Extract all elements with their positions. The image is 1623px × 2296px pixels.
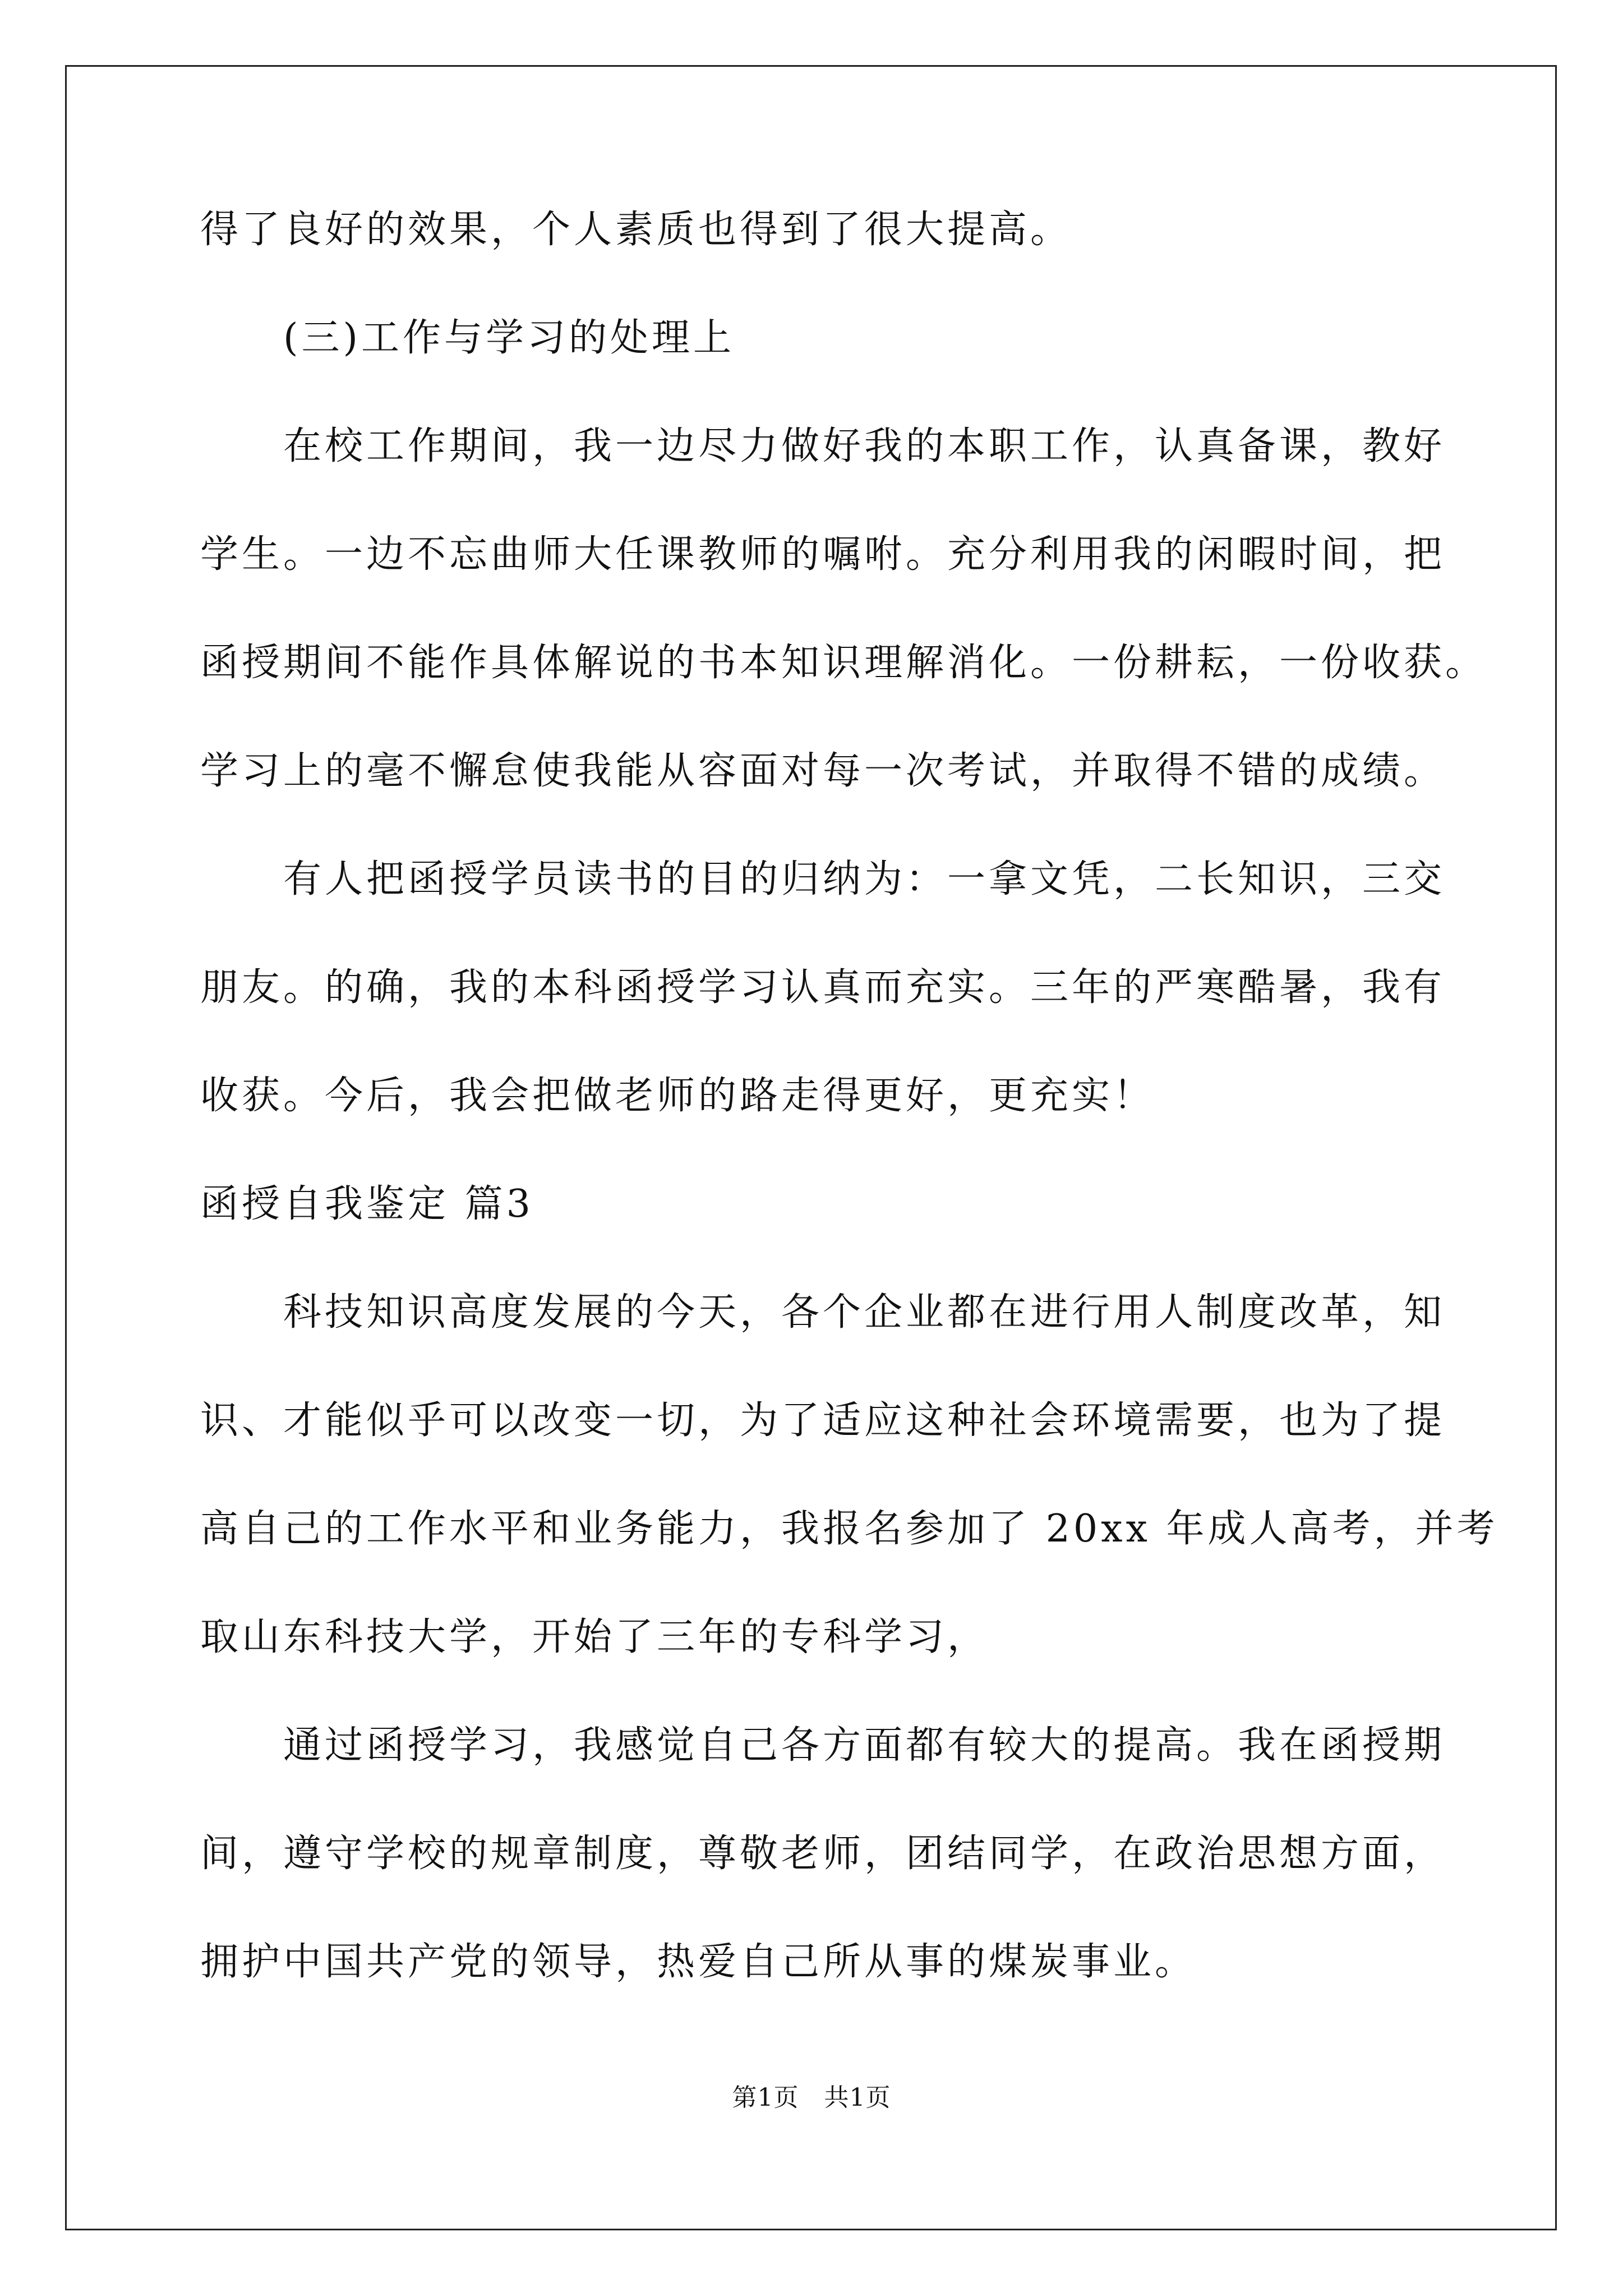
paragraph-line: 有人把函授学员读书的目的归纳为：一拿文凭，二长知识，三交 [283,857,1446,901]
paragraph-line: 朋友。的确，我的本科函授学习认真而充实。三年的严寒酷暑，我有 [200,965,1446,1010]
paragraph-line: 收获。今后，我会把做老师的路走得更好，更充实！ [200,1074,1155,1118]
paragraph-line: 取山东科技大学，开始了三年的专科学习， [200,1615,989,1659]
paragraph-line: 科技知识高度发展的今天，各个企业都在进行用人制度改革，知 [283,1290,1446,1335]
paragraph-line: 得了良好的效果，个人素质也得到了很大提高。 [200,208,1072,252]
paragraph-line: 学生。一边不忘曲师大任课教师的嘱咐。充分利用我的闲暇时间，把 [200,532,1446,577]
page-number-footer: 第1页 共1页 [732,2083,891,2112]
paragraph-line: 间，遵守学校的规章制度，尊敬老师，团结同学，在政治思想方面， [200,1832,1446,1876]
paragraph-line: 通过函授学习，我感觉自己各方面都有较大的提高。我在函授期 [283,1723,1446,1768]
section-title: 函授自我鉴定 篇3 [200,1182,534,1226]
paragraph-line: 函授期间不能作具体解说的书本知识理解消化。一份耕耘，一份收获。 [200,641,1487,685]
paragraph-line: 在校工作期间，我一边尽力做好我的本职工作，认真备课，教好 [283,424,1446,468]
paragraph-line: 高自己的工作水平和业务能力，我报名参加了 20xx 年成人高考，并考 [200,1507,1498,1551]
section-subheading: (三)工作与学习的处理上 [283,316,735,360]
page-border [65,65,1557,2230]
paragraph-line: 识、才能似乎可以改变一切，为了适应这种社会环境需要，也为了提 [200,1398,1446,1443]
paragraph-line: 拥护中国共产党的领导，热爱自己所从事的煤炭事业。 [200,1940,1197,1984]
paragraph-line: 学习上的毫不懈怠使我能从容面对每一次考试，并取得不错的成绩。 [200,749,1446,793]
